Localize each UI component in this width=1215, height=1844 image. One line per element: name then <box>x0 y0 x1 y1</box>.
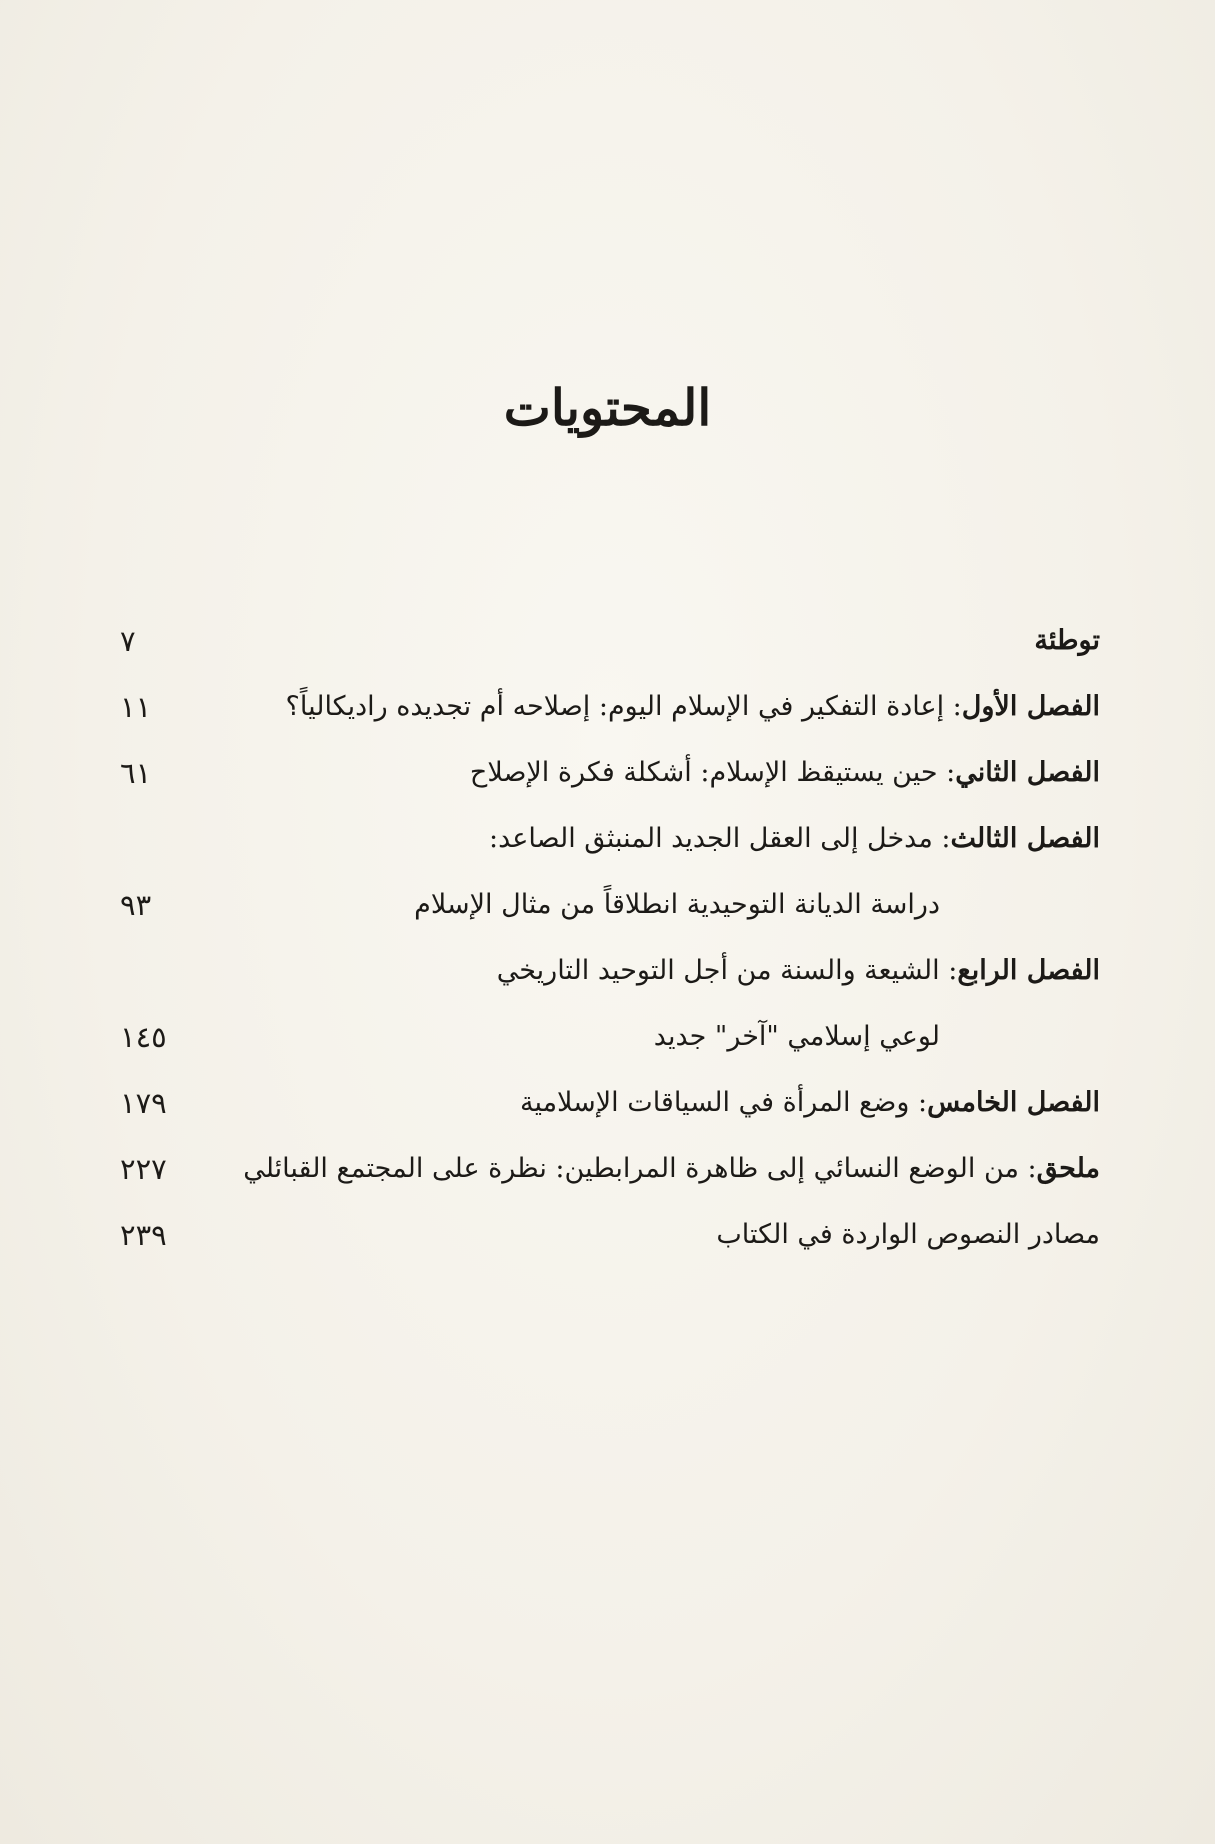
toc-page-number: ١٧٩ <box>120 1086 167 1120</box>
toc-entry-text <box>286 682 1100 732</box>
toc-entry-text <box>243 1144 1100 1194</box>
toc-entry-chapter-1 <box>120 682 1100 748</box>
toc-entry-text <box>470 748 1100 798</box>
toc-entry-text <box>520 1078 1100 1128</box>
toc-page-number: ١٤٥ <box>120 1020 167 1054</box>
toc-entry-label: الفصل الثاني <box>955 757 1100 788</box>
toc-entry-chapter-4-continued <box>120 1012 1100 1078</box>
toc-entry-label: الفصل الخامس <box>927 1087 1100 1118</box>
toc-entry-title: مصادر النصوص الواردة في الكتاب <box>716 1219 1100 1250</box>
toc-entry-text <box>489 814 1100 864</box>
toc-entry-chapter-3 <box>120 814 1100 880</box>
toc-page-number: ٦١ <box>120 756 152 790</box>
toc-page-number: ٢٣٩ <box>120 1218 167 1252</box>
toc-entry-sources <box>120 1210 1100 1276</box>
toc-page-number: ١١ <box>120 690 152 724</box>
toc-entry-label: توطئة <box>1034 625 1100 656</box>
toc-entry-foreword <box>120 616 1100 682</box>
toc-entry-chapter-2 <box>120 748 1100 814</box>
toc-page-number: ٢٢٧ <box>120 1152 167 1186</box>
toc-entry-text <box>716 1210 1100 1260</box>
toc-entry-label: ملحق <box>1036 1153 1100 1184</box>
toc-entry-title: : وضع المرأة في السياقات الإسلامية <box>519 1087 928 1118</box>
table-of-contents <box>120 616 1100 1276</box>
toc-entry-chapter-4 <box>120 946 1100 1012</box>
toc-entry-label: الفصل الثالث <box>950 823 1100 854</box>
toc-entry-title: : إعادة التفكير في الإسلام اليوم: إصلاحه أم تجديده راديكالياً؟ <box>285 691 962 722</box>
toc-entry-label: الفصل الرابع <box>957 955 1100 986</box>
toc-entry-text <box>1034 616 1100 666</box>
toc-page-number: ٧ <box>120 624 136 658</box>
toc-entry-chapter-5 <box>120 1078 1100 1144</box>
toc-entry-title: : الشيعة والسنة من أجل التوحيد التاريخي <box>496 955 958 986</box>
toc-entry-label: الفصل الأول <box>961 691 1100 722</box>
toc-entry-text <box>414 880 940 930</box>
toc-entry-text <box>497 946 1100 996</box>
toc-entry-title: : حين يستيقظ الإسلام: أشكلة فكرة الإصلاح <box>469 757 956 788</box>
toc-entry-text <box>654 1012 940 1062</box>
toc-entry-title: : من الوضع النسائي إلى ظاهرة المرابطين: نظرة على المجتمع القبائلي <box>243 1153 1037 1184</box>
toc-entry-title: لوعي إسلامي "آخر" جديد <box>653 1021 940 1052</box>
toc-page-number: ٩٣ <box>120 888 152 922</box>
toc-entry-title: دراسة الديانة التوحيدية انطلاقاً من مثال الإسلام <box>414 889 940 920</box>
toc-entry-appendix <box>120 1144 1100 1210</box>
toc-entry-chapter-3-continued <box>120 880 1100 946</box>
page-title: المحتويات <box>503 378 712 437</box>
toc-entry-title: : مدخل إلى العقل الجديد المنبثق الصاعد: <box>488 823 951 854</box>
